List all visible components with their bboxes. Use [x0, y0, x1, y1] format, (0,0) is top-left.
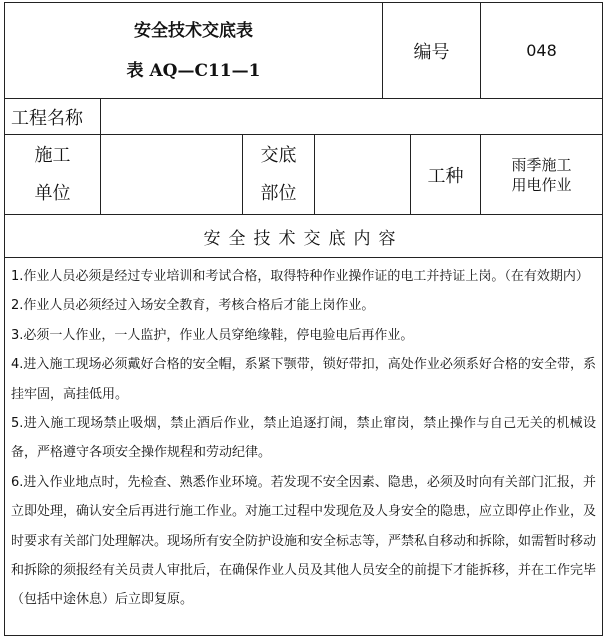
work-type-label: 工种 [411, 135, 481, 215]
briefing-item: 3.必须一人作业，一人监护，作业人员穿绝缘鞋，停电验电后再作业。 [11, 327, 414, 343]
briefing-item: 1.作业人员必须是经过专业培训和考试合格，取得特种作业操作证的电工并持证上岗。（在有效期内） [11, 269, 589, 284]
project-name-label: 工程名称 [5, 99, 101, 135]
handover-dept-label-line2: 部位 [260, 182, 297, 204]
number-label: 编号 [383, 3, 481, 99]
section-title: 安全技术交底内容 [5, 215, 603, 258]
project-name-value [101, 99, 603, 135]
form-title-block [5, 3, 383, 99]
work-type-value-line1: 雨季施工 [511, 155, 572, 174]
handover-dept-label-line1: 交底 [260, 144, 297, 166]
construction-unit-label-line1: 施工 [34, 144, 71, 166]
work-type-value-line2: 用电作业 [511, 175, 572, 194]
form-code: 表 AQ—C11—1 [126, 60, 261, 81]
briefing-item: 4.进入施工现场必须戴好合格的安全帽，系紧下颚带，锁好带扣，高处作业必须系好合格的安全带，系挂牢固，高挂低用。 [11, 357, 596, 402]
number-value: 048 [481, 3, 603, 99]
briefing-content [5, 258, 603, 636]
safety-briefing-form [4, 2, 602, 636]
handover-dept-value [315, 135, 411, 215]
construction-unit-value [101, 135, 243, 215]
briefing-item: 5.进入施工现场禁止吸烟，禁止酒后作业，禁止追逐打闹，禁止窜岗，禁止操作与自己无关的机械设备，严格遵守各项安全操作规程和劳动纪律。 [11, 416, 596, 461]
briefing-item: 2.作业人员必须经过入场安全教育，考核合格后才能上岗作业。 [11, 298, 375, 314]
form-table [4, 2, 603, 636]
briefing-item: 6.进入作业地点时，先检查、熟悉作业环境。若发现不安全因素、隐患，必须及时向有关部门汇报，并立即处理，确认安全后再进行施工作业。对施工过程中发现危及人身安全的隐患，应立即停止作业，及时要求有关部门处理解决。现场所有安全防护设施和安全标志等，严禁私自移动和拆除，如需暂时移动和拆除的须报经有关员责人审批后，在确保作业人员及其他人员安全的前提下才能拆移，并在工作完毕（包括中途休息）后立即复原。 [11, 474, 597, 608]
construction-unit-label [5, 135, 101, 215]
work-type-value [481, 135, 603, 215]
form-title: 安全技术交底表 [134, 20, 253, 41]
handover-dept-label [243, 135, 315, 215]
construction-unit-label-line2: 单位 [34, 182, 71, 204]
